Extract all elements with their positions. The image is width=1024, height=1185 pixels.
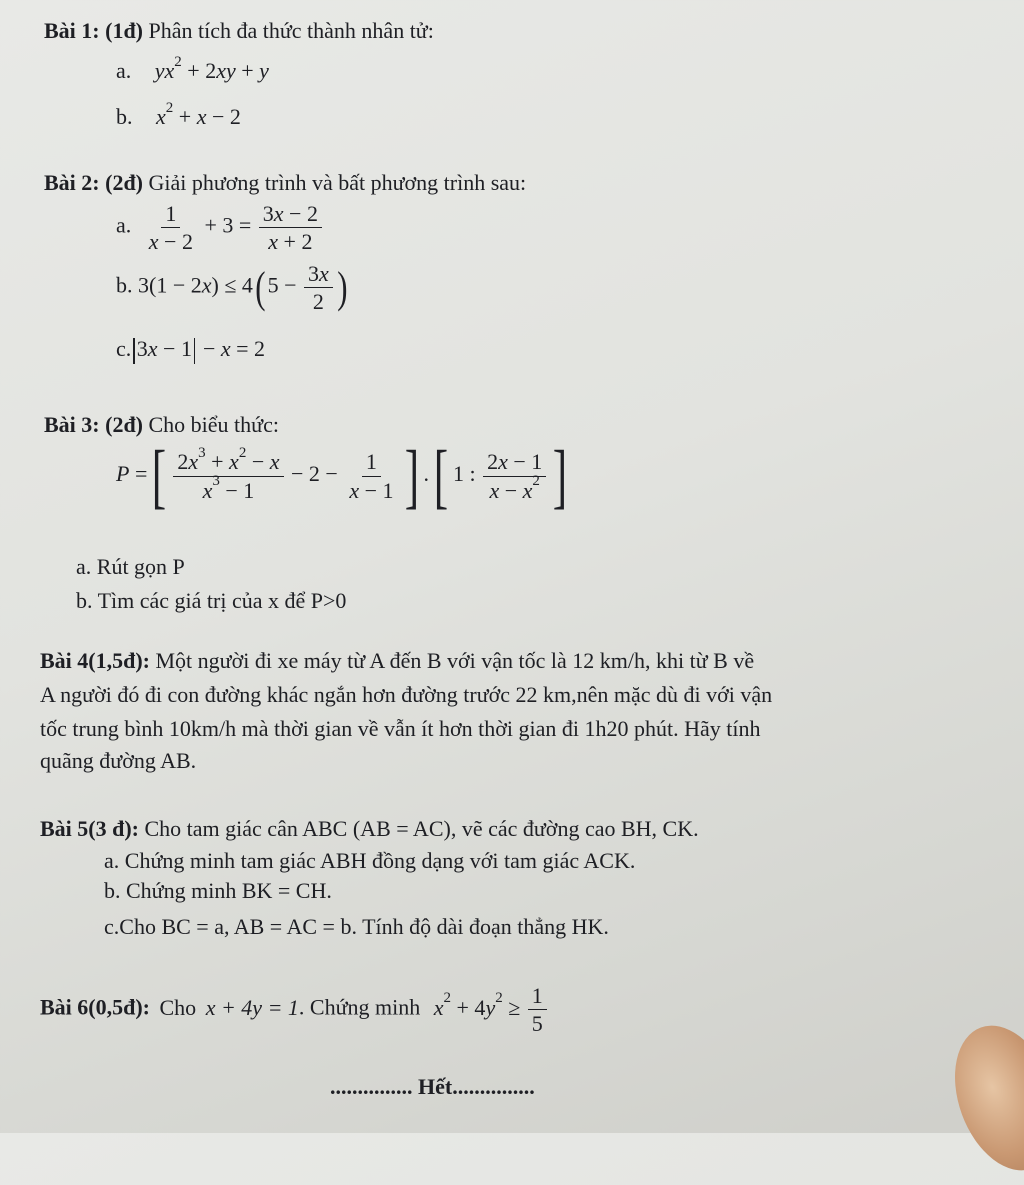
bai2-c: c. 3x − 1 − x = 2 (116, 336, 265, 364)
bai2-title: Bài 2: (2đ) (44, 170, 143, 195)
bai1-b-label: b. (116, 104, 133, 129)
bai3-title: Bài 3: (2đ) (44, 412, 143, 437)
bai4-line4: quãng đường AB. (40, 748, 197, 773)
bai3-a: a. Rút gọn P (76, 554, 185, 579)
bai3-heading (44, 412, 279, 438)
bai4-line3: tốc trung bình 10km/h mà thời gian về vẫn ít hơn thời gian đi 1h20 phút. Hãy tính (40, 716, 761, 741)
bai4-text-line1: Một người đi xe máy từ A đến B với vận tốc là 12 km/h, khi từ B về (155, 648, 755, 673)
bai2-text: Giải phương trình và bất phương trình sau: (148, 170, 527, 195)
bai1-text: Phân tích đa thức thành nhân tử: (148, 18, 434, 43)
bai5-heading (40, 816, 699, 842)
bai5-title: Bài 5(3 đ): (40, 816, 139, 841)
bai1-title: Bài 1: (1đ) (44, 18, 143, 43)
finger-decoration (936, 1011, 1024, 1184)
bai4-line1 (40, 648, 754, 674)
bai6-cho: Cho (159, 994, 197, 1020)
bai3-b: b. Tìm các giá trị của x để P>0 (76, 588, 347, 613)
bai1-a-label: a. (116, 58, 132, 83)
bai5-text: Cho tam giác cân ABC (AB = AC), vẽ các đường cao BH, CK. (144, 816, 699, 841)
bai3-text: Cho biểu thức: (148, 412, 279, 437)
bai2-b: b. 3(1 − 2x) ≤ 4(5 − $\frac{3x}{2}$ ) (116, 261, 348, 315)
bai5-b: b. Chứng minh BK = CH. (104, 878, 332, 903)
bai6-inequality: $x^2 + 4y^2$ ≥ $\frac{1}{5}$ (434, 995, 549, 1020)
bai6-condition: x + 4y = 1 (205, 994, 299, 1020)
bai4-title: Bài 4(1,5đ): (40, 648, 150, 673)
bai1-b: b. $x^2 + x - 2$ (116, 99, 241, 129)
bai2-heading (44, 170, 526, 196)
bai5-c: c.Cho BC = a, AB = AC = b. Tính độ dài đoạn thẳng HK. (104, 914, 609, 939)
bai6-title: Bài 6(0,5đ): (40, 994, 150, 1020)
bai2-b-label: b. (116, 272, 133, 298)
bai2-a: a. $\frac{1}{x - 2}$ + 3 = $\frac{3x - 2}{x + 2}$ (116, 202, 324, 253)
bai3-expression: P =[ $\frac{2x^3 + x^2 - x}{x^3 - 1}$ − 2 − $\frac{1}{x - 1}$ ] .[ 1 : $\frac{2x - 1}{x - x^2}$ ] (116, 436, 568, 516)
bai5-a: a. Chứng minh tam giác ABH đồng dạng với tam giác ACK. (104, 848, 636, 873)
bai6-line (40, 984, 549, 1035)
bai2-c-label: c. (116, 336, 132, 361)
bai4-line2: A người đó đi con đường khác ngắn hơn đường trước 22 km,nên mặc dù đi với vận (40, 682, 773, 707)
bai6-chung-minh: . Chứng minh (298, 994, 421, 1020)
footer-end: ............... Hết............... (330, 1074, 535, 1099)
bai1-a: a. $yx^2 + 2xy + y$ (116, 53, 269, 83)
bai2-a-label: a. (116, 212, 132, 238)
bai1-heading (44, 18, 434, 44)
